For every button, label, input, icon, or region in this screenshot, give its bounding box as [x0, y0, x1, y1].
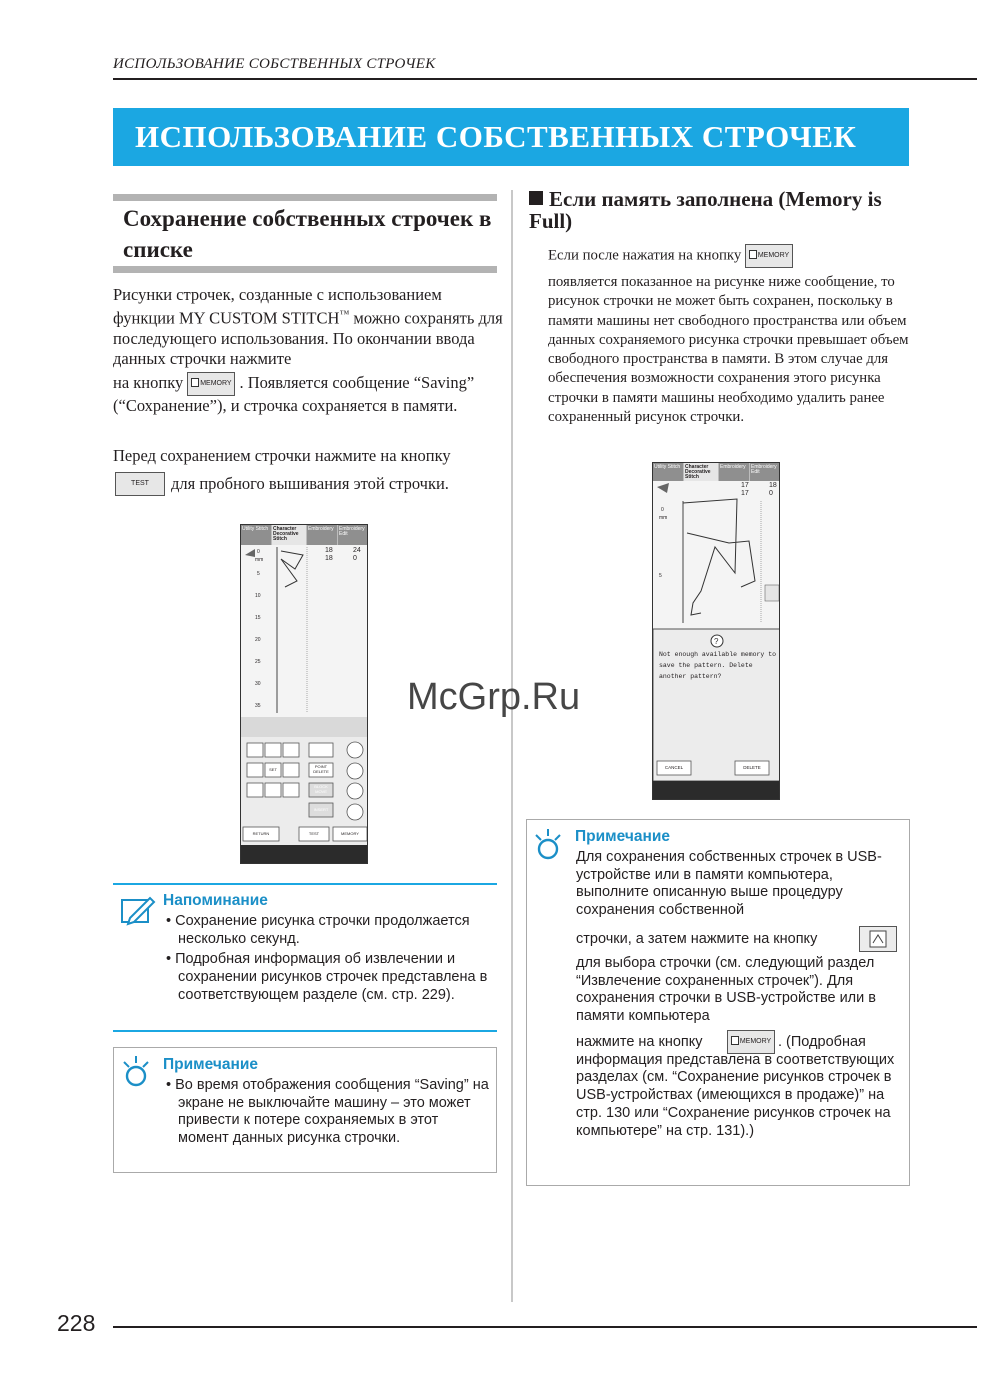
- scale-5: 5: [659, 573, 662, 579]
- memory-button-inline: MEMORY: [187, 372, 235, 396]
- reminder-list: [166, 913, 494, 1008]
- reminder-item: • Подробная информация об извлечении и сохранении рисунков строчек представлена в соответствующем разделе (см. стр. 229).: [166, 951, 488, 1003]
- scale-0: 0: [661, 507, 664, 513]
- scale-5: 5: [257, 571, 260, 577]
- note2-text2: строчки, а затем нажмите на кнопку: [576, 931, 818, 947]
- paragraph-memory: на кнопку MEMORY . Появляется сообщение “Saving” (“Сохранение”), и строчка сохраняется в памяти.: [113, 372, 475, 415]
- block-move-button: BLOCK MOVE: [314, 784, 328, 794]
- page-title: ИСПОЛЬЗОВАНИЕ СОБСТВЕННЫХ СТРОЧЕК: [113, 108, 909, 166]
- column-divider: [511, 190, 513, 1302]
- pos-bottom: 18: [325, 555, 333, 562]
- memory-button: MEMORY: [341, 831, 359, 836]
- note2-text1: Для сохранения собственных строчек в USB-устройстве или в памяти компьютера, выполните описанную выше процедуру сохранения собственной: [576, 849, 882, 919]
- paragraph-memory-full-start: Если после нажатия на кнопку MEMORY: [548, 244, 908, 268]
- tab-embroidery: Embroidery: [720, 464, 746, 470]
- square-bullet-icon: [529, 191, 543, 205]
- height-value: 24: [353, 547, 361, 554]
- note2-text5: . (Подробная информация представлена в соответствующих разделах (см. “Сохранение рисунков строчек в USB-устройствах (имеющихся в продаже)” на стр. 130 или “Сохранение рисунков строчек на компьютере” на стр. 131).): [576, 1034, 895, 1139]
- tab-character: Character Decorative Stitch: [273, 526, 299, 542]
- note1-title: Примечание: [163, 1056, 258, 1073]
- insert-button: INSERT: [313, 807, 329, 812]
- reminder-rule-top: [113, 883, 497, 885]
- pos-top: 17: [741, 482, 749, 489]
- paragraph-test: Перед сохранением строчки нажмите на кнопку: [113, 446, 451, 465]
- scale-unit: mm: [255, 557, 264, 563]
- pattern-retrieve-button: [859, 926, 897, 952]
- note2-text3: для выбора строчки (см. следующий раздел “Извлечение сохраненных строчек”). Для сохранения строчки в USB-устройстве или в памяти компьютера: [576, 955, 876, 1025]
- watermark: McGrp.Ru: [407, 676, 581, 718]
- subsection-title: Если память заполнена (Memory is Full): [529, 187, 882, 233]
- pos-top: 18: [325, 547, 333, 554]
- scale-0: 0: [257, 549, 260, 555]
- footer-rule: [113, 1326, 977, 1328]
- running-head: ИСПОЛЬЗОВАНИЕ СОБСТВЕННЫХ СТРОЧЕК: [113, 56, 436, 72]
- lightbulb-icon: [532, 827, 568, 863]
- delete-button: DELETE: [743, 765, 761, 770]
- paragraph-memory-full: появляется показанное на рисунке ниже сообщение, то рисунок строчки не может быть сохранен, поскольку в памяти машины нет свободного пространства или объем данных сохраняемого рисунка строчки превышает объем свободного пространства в памяти. В этом случае для обеспечения возможности сохранения этого рисунка строчки в памяти машины необходимо удалить ранее сохраненный рисунок строчки.: [548, 274, 909, 426]
- reminder-item: • Сохранение рисунка строчки продолжается несколько секунд.: [166, 913, 470, 947]
- screen2-drawing: [653, 463, 780, 800]
- tab-utility: Utility Stitch: [654, 464, 681, 470]
- tab-embroidery-edit: Embroidery Edit: [339, 526, 365, 537]
- test-button-inline: TEST: [115, 472, 165, 496]
- tab-character: Character Decorative Stitch: [685, 464, 711, 480]
- cancel-button: CANCEL: [664, 765, 684, 770]
- section-rule-top: [113, 194, 497, 201]
- tab-embroidery: Embroidery: [308, 526, 334, 532]
- screen-memory-full: [652, 462, 780, 800]
- header-rule: [113, 78, 977, 80]
- memory-full-message: Not enough available memory to save the pattern. Delete another pattern?: [659, 651, 777, 680]
- section-title: Сохранение собственных строчек в списке: [123, 206, 492, 262]
- return-button: RETURN: [252, 831, 270, 836]
- tab-utility: Utility Stitch: [242, 526, 269, 532]
- pattern-retrieve-icon: [860, 927, 896, 951]
- note1-item: • Во время отображения сообщения “Saving” на экране не выключайте машину – это может привести к потере сохраняемых в этот момент данных рисунка строчки.: [166, 1077, 489, 1147]
- page-number: 228: [57, 1310, 96, 1336]
- pos-bottom: 17: [741, 490, 749, 497]
- reminder-rule-bottom: [113, 1030, 497, 1032]
- scale-20: 20: [255, 637, 261, 643]
- reminder-title: Напоминание: [163, 892, 268, 909]
- point-delete-button: POINT DELETE: [313, 764, 329, 774]
- width-value: 0: [353, 555, 357, 562]
- scale-35: 35: [255, 703, 261, 709]
- memory-button-inline: MEMORY: [745, 244, 793, 268]
- note2-text4: нажмите на кнопку: [576, 1034, 703, 1050]
- height-value: 18: [769, 482, 777, 489]
- screen-drawing: [241, 525, 368, 864]
- width-value: 0: [769, 490, 773, 497]
- paragraph-test-end: для пробного вышивания этой строчки.: [171, 474, 449, 493]
- paragraph-intro: Рисунки строчек, созданные с использованием функции MY CUSTOM STITCH™ можно сохранять для последующего использования. По окончании ввода данных строчки нажмите: [113, 285, 503, 368]
- scale-25: 25: [255, 659, 261, 665]
- memory-button-inline: MEMORY: [727, 1030, 775, 1054]
- tab-embroidery-edit: Embroidery Edit: [751, 464, 777, 475]
- set-button: SET: [269, 767, 277, 772]
- pencil-memo-icon: [120, 894, 156, 926]
- lightbulb-icon: [120, 1054, 156, 1090]
- note2-title: Примечание: [575, 828, 670, 845]
- section-rule-bottom: [113, 266, 497, 273]
- memory-icon: [191, 378, 199, 387]
- memory-icon: [749, 250, 757, 259]
- scale-15: 15: [255, 615, 261, 621]
- test-button: TEST: [308, 831, 320, 836]
- scale-30: 30: [255, 681, 261, 687]
- svg-text:?: ?: [714, 637, 719, 646]
- note1-list: [166, 1077, 492, 1151]
- scale-10: 10: [255, 593, 261, 599]
- screen-custom-stitch: [240, 524, 368, 864]
- scale-unit: mm: [659, 515, 668, 521]
